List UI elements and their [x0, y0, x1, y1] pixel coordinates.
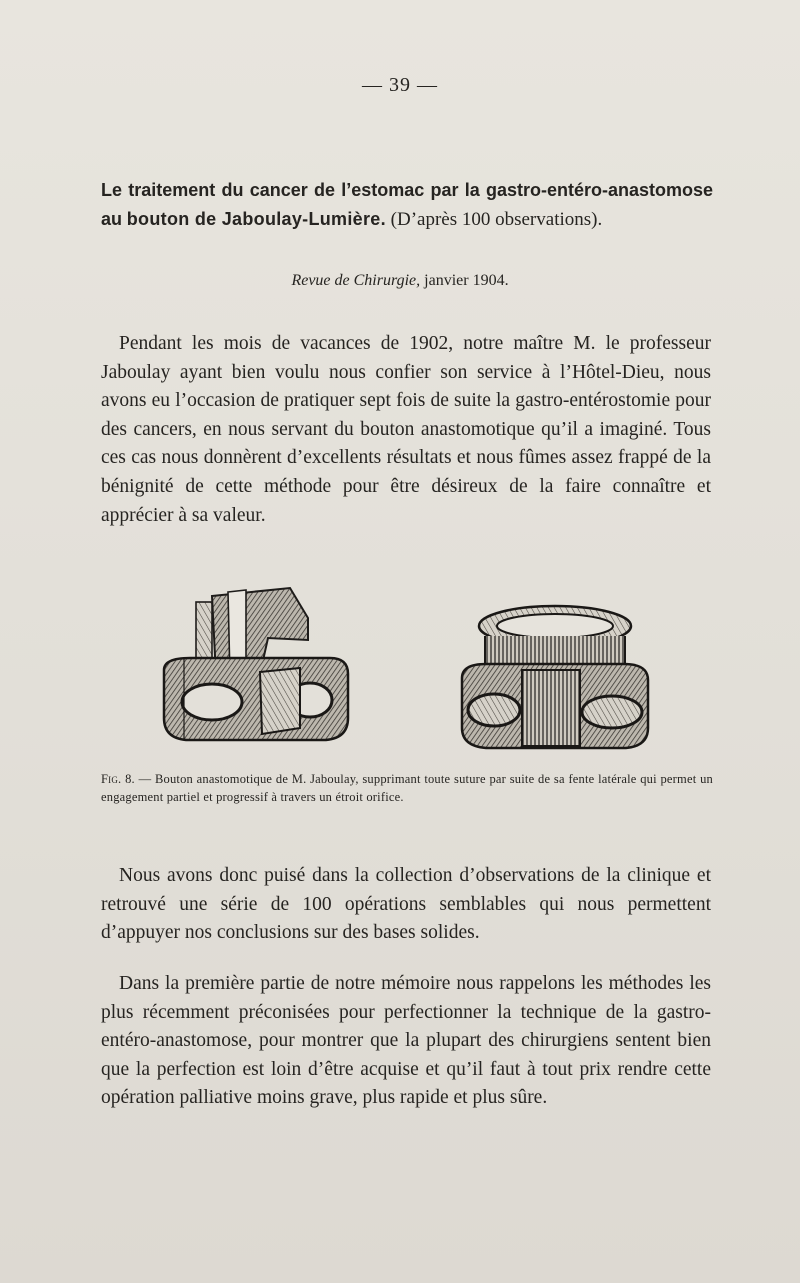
button-open-drawing — [164, 588, 348, 740]
paragraph-1-text: Pendant les mois de vacances de 1902, notre maître M. le professeur Jaboulay ayant bien voulu nous confier son service à l’Hôtel-Dieu, nous avons eu l’occasion de pratiquer sept fois de suite la gastro-entérostomie pour des cancers, en nous servant du bouton anastomotique qu’il a imaginé. Tous ces cas nous donnèrent d’excellents résultats et nous fûmes assez frappé de la bénignité de cette méthode pour être désireux de la faire connaître et apprécier à sa valeur. — [101, 333, 711, 526]
paragraph-2 — [101, 862, 711, 948]
title-plain-part: (D’après 100 observations). — [390, 209, 603, 230]
figure-caption-text: — Bouton anastomotique de M. Jaboulay, supprimant toute suture par suite de sa fente latérale qui permet un engagement partiel et progressif à travers un étroit orifice. — [101, 772, 713, 804]
figure-caption — [101, 770, 713, 806]
source-date: janvier 1904. — [424, 272, 509, 289]
figure-illustration — [150, 578, 660, 758]
paragraph-3-text: Dans la première partie de notre mémoire nous rappelons les méthodes les plus récemment préconisées pour perfectionner la technique de la gastro-entéro-anastomose, pour montrer que la plupart des chirurgiens sentent bien que la perfection est loin d’être acquise et qu’il faut à tout prix rendre cette opération palliative moins grave, plus rapide et plus sûre. — [101, 973, 711, 1109]
article-title — [101, 176, 713, 234]
title-bold-part-1: Le traitement du cancer de l’estomac par la gastro-entéro-anastomose au — [101, 180, 713, 229]
article-source — [0, 272, 800, 290]
source-journal: Revue de Chirurgie, — [291, 272, 421, 289]
paragraph-3 — [101, 970, 711, 1113]
page-number: — 39 — — [362, 74, 438, 96]
paragraph-1 — [101, 330, 711, 530]
title-bold-part-2: bouton de Jaboulay-Lumière. — [126, 209, 386, 229]
figure-label: Fig. 8. — [101, 772, 135, 786]
paragraph-2-text: Nous avons donc puisé dans la collection d’observations de la clinique et retrouvé une série de 100 opérations semblables qui nous permettent d’appuyer nos conclusions sur des bases solides. — [101, 865, 711, 944]
button-closed-drawing — [462, 606, 648, 748]
